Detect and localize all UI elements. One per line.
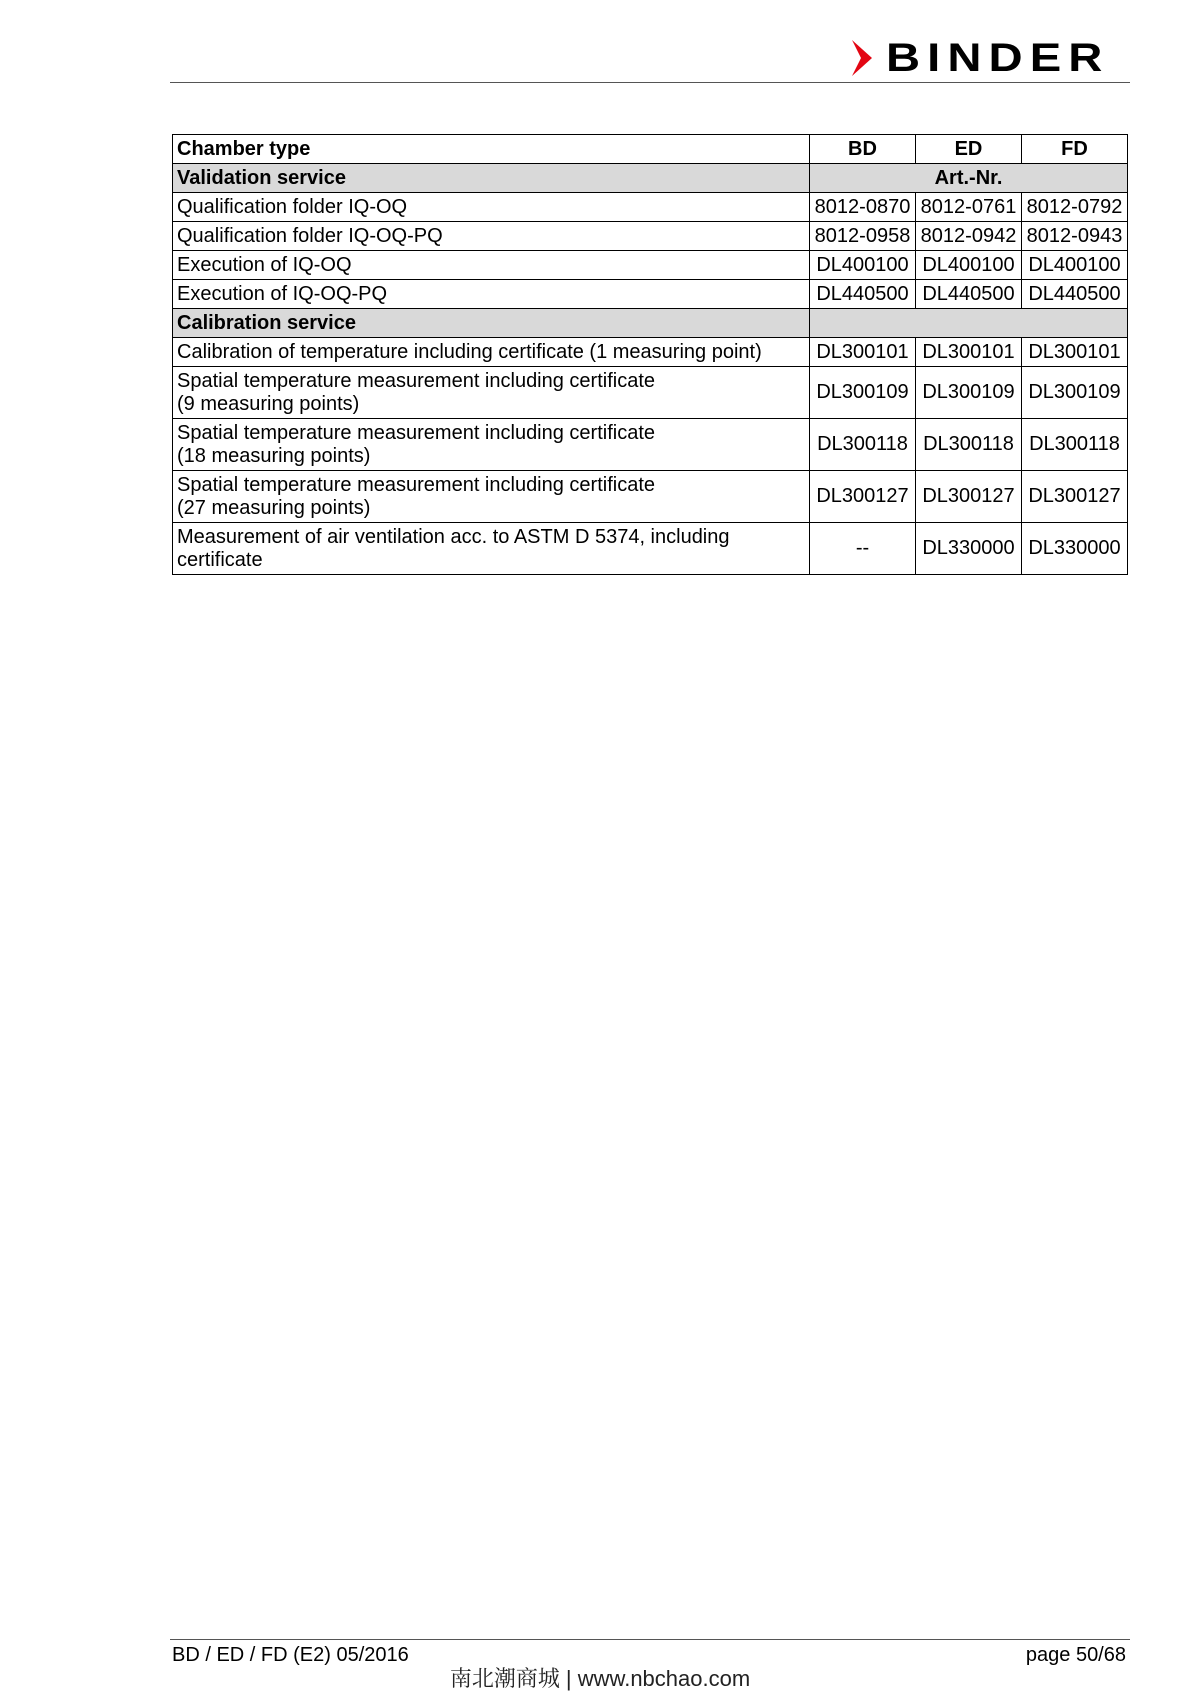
binder-logo [850,38,1126,78]
cell-fd: 8012-0943 [1022,222,1128,251]
row-label-line-2: certificate [177,548,263,571]
row-label-line-2: (9 measuring points) [177,392,360,415]
cell-ed: 8012-0942 [916,222,1022,251]
cell-ed: DL300101 [916,338,1022,367]
cell-bd: 8012-0870 [810,193,916,222]
cell-fd: DL300127 [1022,471,1128,523]
row-label [173,419,810,471]
row-label-line-2: (18 measuring points) [177,444,371,467]
cell-fd: DL300118 [1022,419,1128,471]
binder-logo-text: BINDER [886,36,1110,80]
table-row [173,193,1128,222]
accessories-table [172,134,1128,575]
art-nr-header: Art.-Nr. [810,164,1128,193]
table-row [173,523,1128,575]
row-label: Execution of IQ-OQ [173,251,810,280]
row-label [173,471,810,523]
row-label [173,338,810,367]
cell-ed: DL400100 [916,251,1022,280]
page-number: page 50/68 [1025,1644,1126,1666]
cell-bd: DL400100 [810,251,916,280]
row-label-line-1: Calibration of temperature including certificate (1 measuring point) [177,340,762,363]
cell-bd: DL300101 [810,338,916,367]
cell-ed: DL300118 [916,419,1022,471]
cell-ed: DL300109 [916,367,1022,419]
calibration-section-row [173,309,1128,338]
table-row [173,280,1128,309]
calibration-section-title: Calibration service [173,309,810,338]
header-label: Chamber type [173,135,810,164]
cell-bd: DL440500 [810,280,916,309]
cell-bd: 8012-0958 [810,222,916,251]
cell-fd: DL400100 [1022,251,1128,280]
cell-ed: 8012-0761 [916,193,1022,222]
table-row [173,419,1128,471]
row-label-line-2: (27 measuring points) [177,496,371,519]
validation-section-row [173,164,1128,193]
cell-bd: -- [810,523,916,575]
row-label-line-1: Measurement of air ventilation acc. to ASTM D 5374, including [177,525,730,548]
cell-ed: DL330000 [916,523,1022,575]
row-label: Qualification folder IQ-OQ-PQ [173,222,810,251]
table-row [173,222,1128,251]
calibration-section-blank [810,309,1128,338]
row-label-line-1: Spatial temperature measurement including certificate [177,369,656,392]
cell-bd: DL300109 [810,367,916,419]
cell-bd: DL300127 [810,471,916,523]
page-footer [170,1639,1130,1666]
cell-bd: DL300118 [810,419,916,471]
header-col-ed: ED [916,135,1022,164]
watermark-text: 南北潮商城 | www.nbchao.com [449,1666,751,1691]
header-col-bd: BD [810,135,916,164]
cell-fd: DL300109 [1022,367,1128,419]
cell-ed: DL300127 [916,471,1022,523]
row-label-line-1: Spatial temperature measurement including certificate [177,473,656,496]
table-row [173,338,1128,367]
row-label: Execution of IQ-OQ-PQ [173,280,810,309]
table-header-row [173,135,1128,164]
table-row [173,251,1128,280]
row-label: Qualification folder IQ-OQ [173,193,810,222]
validation-section-title: Validation service [173,164,810,193]
cell-fd: DL440500 [1022,280,1128,309]
binder-logo-mark-icon [850,38,880,78]
cell-fd: DL300101 [1022,338,1128,367]
row-label-line-1: Spatial temperature measurement including certificate [177,421,656,444]
row-label [173,523,810,575]
table-row [173,471,1128,523]
cell-fd: DL330000 [1022,523,1128,575]
header-col-fd: FD [1022,135,1128,164]
cell-fd: 8012-0792 [1022,193,1128,222]
row-label [173,367,810,419]
document-reference: BD / ED / FD (E2) 05/2016 [172,1644,409,1666]
page-header [170,36,1130,83]
table-row [173,367,1128,419]
cell-ed: DL440500 [916,280,1022,309]
